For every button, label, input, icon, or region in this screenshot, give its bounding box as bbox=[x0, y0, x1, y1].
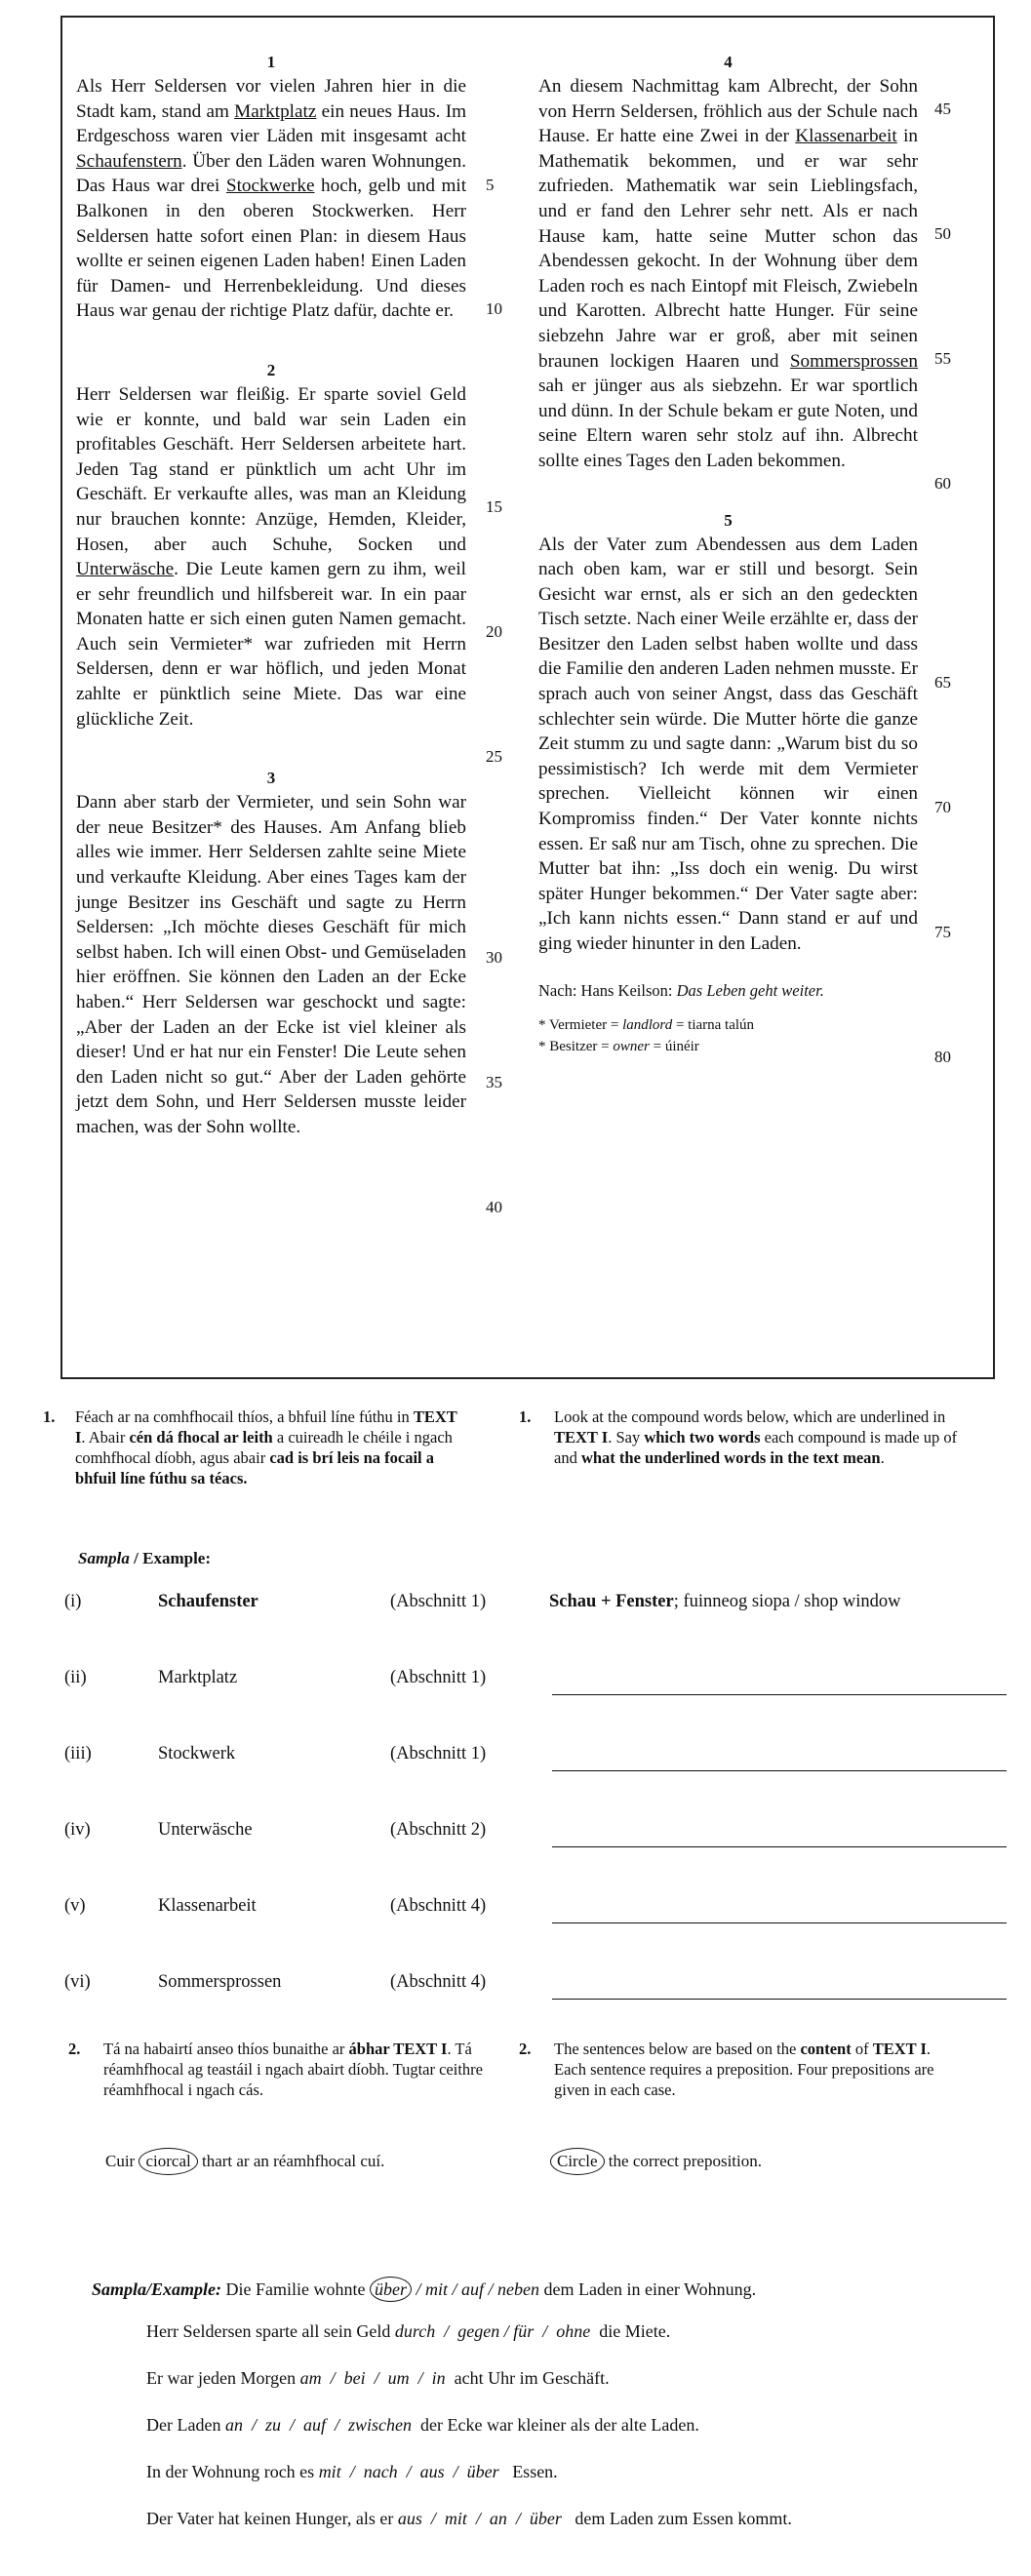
text-span: content bbox=[800, 2040, 852, 2058]
text-span: Nach: Hans Keilson: bbox=[538, 980, 677, 1000]
paragraph-3: Dann aber starb der Vermieter, und sein Sohn war der neue Besitzer* des Hauses. Am Anfang blieb alles wie immer. Herr Seldersen zahlte seine Miete und verkaufte Kleidung. Aber eines Tages kam der junge Besitzer ins Geschäft und sagte zu Herrn Seldersen: „Ich möchte dieses Geschäft für mich selbst haben. Ich will einen Obst- und Gemüseladen hier eröffnen. Sie können den Laden an der Ecke haben.“ Herr Seldersen war geschockt und sagte: „Aber der Laden an der Ecke ist viel kleiner als dieser! Und er hat nur ein Fenster! Die Leute sehen den Laden nicht so gut.“ Aber der Laden gehörte jetzt dem Sohn, und Herr Seldersen musste leider machen, was der Sohn wollte. bbox=[76, 792, 466, 1137]
q2-english-instruction bbox=[550, 2148, 762, 2175]
answer-line[interactable] bbox=[552, 1694, 1007, 1695]
compound-word: Unterwäsche bbox=[158, 1820, 253, 1840]
circled-preposition: über bbox=[370, 2277, 412, 2302]
answer-line[interactable] bbox=[552, 1922, 1007, 1923]
text-span: . Tá réamhfhocal ag teastáil i ngach abairt díobh. Tugtar ceithre réamhfhocal i ngach cás. bbox=[103, 2040, 483, 2099]
paragraph-5: Als der Vater zum Abendessen aus dem Laden nach oben kam, war er still und besorgt. Sein Gesicht war ernst, als er sich an den gedeckten Tisch setzte. Nach einer Weile erzählte er, dass der Besitzer den Laden selbst haben wollte und dass die Familie den anderen Laden nehmen musste. Er sprach auch von seiner Angst, dass das Geschäft schlechter sein würde. Die Mutter hörte die ganze Zeit stumm zu und sagte dann: „Warum bist du so pessimistisch? Ich werde mit dem Vermieter sprechen. Vielleicht können wir einen Kompromiss finden.“ Der Vater konnte nichts essen. Er saß nur am Tisch, ohne zu sprechen. Die Mutter bat ihn: „Iss doch ein wenig. Du wirst später Hunger bekommen.“ Der Vater sagte aber: „Ich kann nichts essen.“ Dann stand er auf und ging wieder hinunter in den Laden. bbox=[538, 534, 918, 954]
footnote-vermieter bbox=[538, 1014, 918, 1036]
preposition-options[interactable]: mit / nach / aus / über bbox=[318, 2462, 499, 2481]
text-span: / mit / auf / neben bbox=[412, 2279, 539, 2299]
text-span: Über den Läden waren Wohnungen. Das bbox=[76, 150, 467, 197]
text-span: Er war jeden Morgen bbox=[146, 2368, 300, 2388]
text-span: / Example: bbox=[129, 1549, 212, 1567]
text-span: Sampla/Example: bbox=[92, 2279, 222, 2299]
line-number: 60 bbox=[934, 474, 951, 493]
text-span: Als Herr Seldersen vor vielen Jahren hier in bbox=[76, 76, 435, 97]
circled-word: Circle bbox=[550, 2148, 605, 2175]
example-answer bbox=[549, 1592, 900, 1612]
text-span: of bbox=[851, 2040, 873, 2058]
text-span: Schau + Fenster bbox=[549, 1592, 674, 1611]
text-span: cad is brí leis na focail a bhfuil líne fúthu sa téacs. bbox=[75, 1448, 434, 1487]
section-number: 5 bbox=[724, 510, 733, 530]
text-span: Läden mit insgesamt acht bbox=[266, 126, 466, 147]
preposition-sentence bbox=[146, 2509, 792, 2529]
text-span: The sentences below are based on the bbox=[554, 2040, 801, 2058]
line-number: 30 bbox=[486, 948, 502, 967]
underlined-word-stockwerke: Stockwerke bbox=[225, 176, 315, 197]
text-span: TEXT I bbox=[554, 1428, 609, 1447]
text-span: dem Laden zum Essen kommt. bbox=[561, 2509, 792, 2528]
line-number: 35 bbox=[486, 1073, 502, 1091]
text-span: TEXT I bbox=[872, 2040, 927, 2058]
text-span: Haus war drei bbox=[111, 176, 226, 197]
text-span: landlord bbox=[622, 1017, 673, 1034]
text-span: Essen. bbox=[498, 2462, 558, 2481]
line-number: 75 bbox=[934, 923, 951, 941]
text-span: An diesem Nachmittag kam Albrecht, der Sohn von Herrn Seldersen, fröhlich aus der Schule nach Hause. Er hatte eine Zwei in der bbox=[538, 76, 918, 147]
text-span: dem Laden in einer Wohnung. bbox=[538, 2279, 757, 2299]
text-span: Herr Seldersen sparte all sein Geld bbox=[146, 2321, 395, 2341]
source-credit bbox=[538, 978, 918, 1004]
line-number: 20 bbox=[486, 622, 502, 641]
line-number: 50 bbox=[934, 224, 951, 243]
q1-irish bbox=[43, 1407, 482, 1524]
text-span: Féach ar na comhfhocail thíos, a bhfuil líne fúthu in bbox=[75, 1407, 414, 1426]
footnote-besitzer bbox=[538, 1036, 918, 1057]
paragraph-1 bbox=[76, 74, 466, 324]
text-span: hoch, gelb und bbox=[314, 176, 435, 197]
preposition-options[interactable]: durch / gegen / für / ohne bbox=[394, 2321, 591, 2341]
text-span: Herr Seldersen war fleißig. Er sparte soviel Geld wie er konnte, und bald war sein Laden ein profitables Geschäft. Herr Seldersen arbeitete hart. Jeden Tag stand er pünktlich um acht Uhr im Geschäft. Er verkaufte alles, was man an Kleidung nur brauchen konnte: Anzüge, Hemden, Kleider, Hosen, aber auch Schuhe, Socken und bbox=[76, 383, 466, 555]
section-reference: (Abschnitt 4) bbox=[390, 1972, 487, 1992]
text-span: . bbox=[880, 1448, 885, 1467]
row-number: (iv) bbox=[64, 1820, 91, 1840]
line-number: 65 bbox=[934, 673, 951, 692]
line-number: 15 bbox=[486, 497, 502, 516]
paragraph-4 bbox=[538, 74, 918, 474]
row-number: (v) bbox=[64, 1896, 86, 1916]
text-span: thart ar an réamhfhocal cuí. bbox=[197, 2152, 385, 2170]
section-number: 3 bbox=[266, 769, 276, 788]
sample-label bbox=[78, 1549, 211, 1568]
q2-irish-instruction bbox=[105, 2148, 384, 2175]
section-reference: (Abschnitt 1) bbox=[390, 1592, 487, 1611]
text-span: ein bbox=[316, 100, 345, 122]
row-number: (iii) bbox=[64, 1744, 92, 1764]
underlined-word-marktplatz: Marktplatz bbox=[234, 100, 317, 122]
preposition-sentence bbox=[146, 2415, 699, 2436]
preposition-options[interactable]: an / zu / auf / zwischen bbox=[224, 2415, 412, 2435]
answer-line[interactable] bbox=[552, 1999, 1007, 2000]
text-span: Die Familie wohnte bbox=[221, 2279, 370, 2299]
line-number: 55 bbox=[934, 349, 951, 368]
text-span: Sampla bbox=[78, 1549, 130, 1567]
text-span: Look at the compound words below, which are underlined in bbox=[554, 1407, 946, 1426]
question-number: 2. bbox=[68, 2040, 81, 2058]
text-span: . bbox=[181, 150, 187, 172]
text-span: owner bbox=[613, 1039, 650, 1055]
q1-irish-text bbox=[75, 1407, 469, 1488]
preposition-sentence bbox=[146, 2462, 558, 2482]
text-span: Der Laden bbox=[146, 2415, 225, 2435]
underlined-word-schaufenster: Schaufenstern bbox=[76, 150, 182, 172]
text-span: the correct preposition. bbox=[604, 2152, 762, 2170]
text-span: what the underlined words in the text mean bbox=[580, 1448, 881, 1467]
line-number: 10 bbox=[486, 299, 502, 318]
preposition-sentence bbox=[146, 2321, 670, 2342]
line-number: 45 bbox=[934, 99, 951, 118]
text-span: die Stadt kam, stand am bbox=[76, 76, 466, 122]
preposition-options[interactable]: aus / mit / an / über bbox=[397, 2509, 562, 2528]
text-span: cén dá fhocal ar leith bbox=[129, 1428, 273, 1447]
text-span: in Mathematik bekommen, und er war sehr zufrieden. Mathematik war sein Lieblingsfach, und er fand den Lehrer sehr nett. Als er nach Hause kam, hatte seine Mutter schon das Abendessen gekocht. In der Wohnung über dem Laden roch es nach Eintopf mit Fleisch, Zwiebeln und Karotten. Albrecht hatte Hunger. Für seine siebzehn Jahre war er groß, aber mit seinen braunen lockigen Haaren und bbox=[538, 126, 918, 372]
preposition-example bbox=[92, 2277, 756, 2302]
paragraph-2 bbox=[76, 382, 466, 732]
compound-word: Sommersprossen bbox=[158, 1972, 282, 1992]
line-number: 5 bbox=[486, 176, 495, 194]
text-span: = tiarna talún bbox=[672, 1017, 755, 1034]
text-span: = úinéir bbox=[649, 1039, 699, 1055]
section-reference: (Abschnitt 4) bbox=[390, 1896, 487, 1916]
question-number: 1. bbox=[43, 1407, 56, 1426]
question-number: 2. bbox=[519, 2040, 532, 2058]
row-number: (ii) bbox=[64, 1668, 87, 1687]
text-span: TEXT I bbox=[75, 1407, 457, 1447]
q2-irish bbox=[68, 2039, 497, 2132]
compound-word: Klassenarbeit bbox=[158, 1896, 257, 1916]
text-span: sah er jünger aus als siebzehn. Er war sportlich und dünn. In der Schule bekam er gute Noten, und seine Eltern waren sehr stolz auf ihn. Albrecht sollte eines Tages den Laden bekommen. bbox=[538, 376, 918, 471]
section-number: 2 bbox=[266, 360, 276, 379]
text-column-right bbox=[538, 51, 918, 1057]
q2-english bbox=[519, 2039, 977, 2132]
text-span: Der Vater hat keinen Hunger, als er bbox=[146, 2509, 398, 2528]
text-span: Das Leben geht weiter. bbox=[676, 980, 824, 1000]
q2-english-text bbox=[554, 2039, 954, 2100]
preposition-sentence bbox=[146, 2368, 610, 2389]
text-span: which two words bbox=[644, 1428, 761, 1447]
answer-line[interactable] bbox=[552, 1846, 1007, 1847]
line-number: 80 bbox=[934, 1048, 951, 1066]
text-span: * Vermieter = bbox=[538, 1017, 623, 1034]
underlined-word-klassenarbeit: Klassenarbeit bbox=[795, 126, 897, 147]
section-reference: (Abschnitt 1) bbox=[390, 1668, 487, 1687]
text-span: . Each sentence requires a preposition. Four prepositions are given in each case. bbox=[554, 2040, 934, 2099]
row-number: (i) bbox=[64, 1592, 82, 1611]
circled-word: ciorcal bbox=[139, 2148, 197, 2175]
q1-english-text bbox=[554, 1407, 973, 1468]
text-span: . Say bbox=[608, 1428, 645, 1447]
answer-line[interactable] bbox=[552, 1770, 1007, 1771]
text-span: ; fuinneog siopa / shop window bbox=[673, 1592, 901, 1611]
row-number: (vi) bbox=[64, 1972, 91, 1992]
preposition-options[interactable]: am / bei / um / in bbox=[299, 2368, 446, 2388]
text-span: der Ecke war kleiner als der alte Laden. bbox=[411, 2415, 699, 2435]
text-column-left bbox=[76, 51, 466, 1140]
underlined-word-unterwaesche: Unterwäsche bbox=[76, 559, 175, 580]
text-span: * Besitzer = bbox=[538, 1039, 614, 1055]
compound-word: Marktplatz bbox=[158, 1668, 238, 1687]
underlined-word-sommersprossen: Sommersprossen bbox=[789, 350, 918, 372]
text-span: acht Uhr im Geschäft. bbox=[445, 2368, 610, 2388]
section-number: 1 bbox=[266, 53, 276, 71]
section-reference: (Abschnitt 2) bbox=[390, 1820, 487, 1840]
text-span: ábhar TEXT I bbox=[348, 2040, 448, 2058]
section-reference: (Abschnitt 1) bbox=[390, 1744, 487, 1764]
text-span: each compound is made up of and bbox=[554, 1428, 958, 1467]
q2-irish-text bbox=[103, 2039, 494, 2100]
line-number: 70 bbox=[934, 798, 951, 816]
text-span: . Die Leute kamen gern zu ihm, weil er sehr freundlich und hilfsbereit war. In ein paar Monaten hatte er sich einen guten Namen gemacht. Auch sein Vermieter* war zufrieden mit Herrn Seldersen, denn er war höflich, und jeden Monat zahlte er pünktlich seine Miete. Das war eine glückliche Zeit. bbox=[76, 559, 466, 730]
line-number: 25 bbox=[486, 747, 502, 766]
q1-english bbox=[519, 1407, 977, 1504]
compound-word: Schaufenster bbox=[158, 1592, 258, 1611]
text-span: mit Balkonen in den oberen Stockwerken. Herr Seldersen hatte sofort einen Plan: in diesem Haus wollte er seinen eigenen Laden haben! Einen Laden für Damen- und Herrenbekleidung. Und dieses Haus war genau der richtige Platz dafür, dachte er. bbox=[76, 176, 467, 322]
text-span: . Abair bbox=[81, 1428, 130, 1447]
line-number: 40 bbox=[486, 1198, 502, 1216]
text-span: In der Wohnung roch es bbox=[146, 2462, 319, 2481]
section-number: 4 bbox=[724, 53, 733, 71]
text-span: neues Haus. Im Erdgeschoss waren vier bbox=[76, 100, 467, 147]
compound-word: Stockwerk bbox=[158, 1744, 236, 1764]
question-number: 1. bbox=[519, 1407, 532, 1426]
text-span: a cuireadh le chéile i ngach comhfhocal díobh, agus abair bbox=[75, 1428, 453, 1467]
text-span: Tá na habairtí anseo thíos bunaithe ar bbox=[103, 2040, 349, 2058]
text-span: die Miete. bbox=[590, 2321, 671, 2341]
text-span: Cuir bbox=[105, 2152, 139, 2170]
